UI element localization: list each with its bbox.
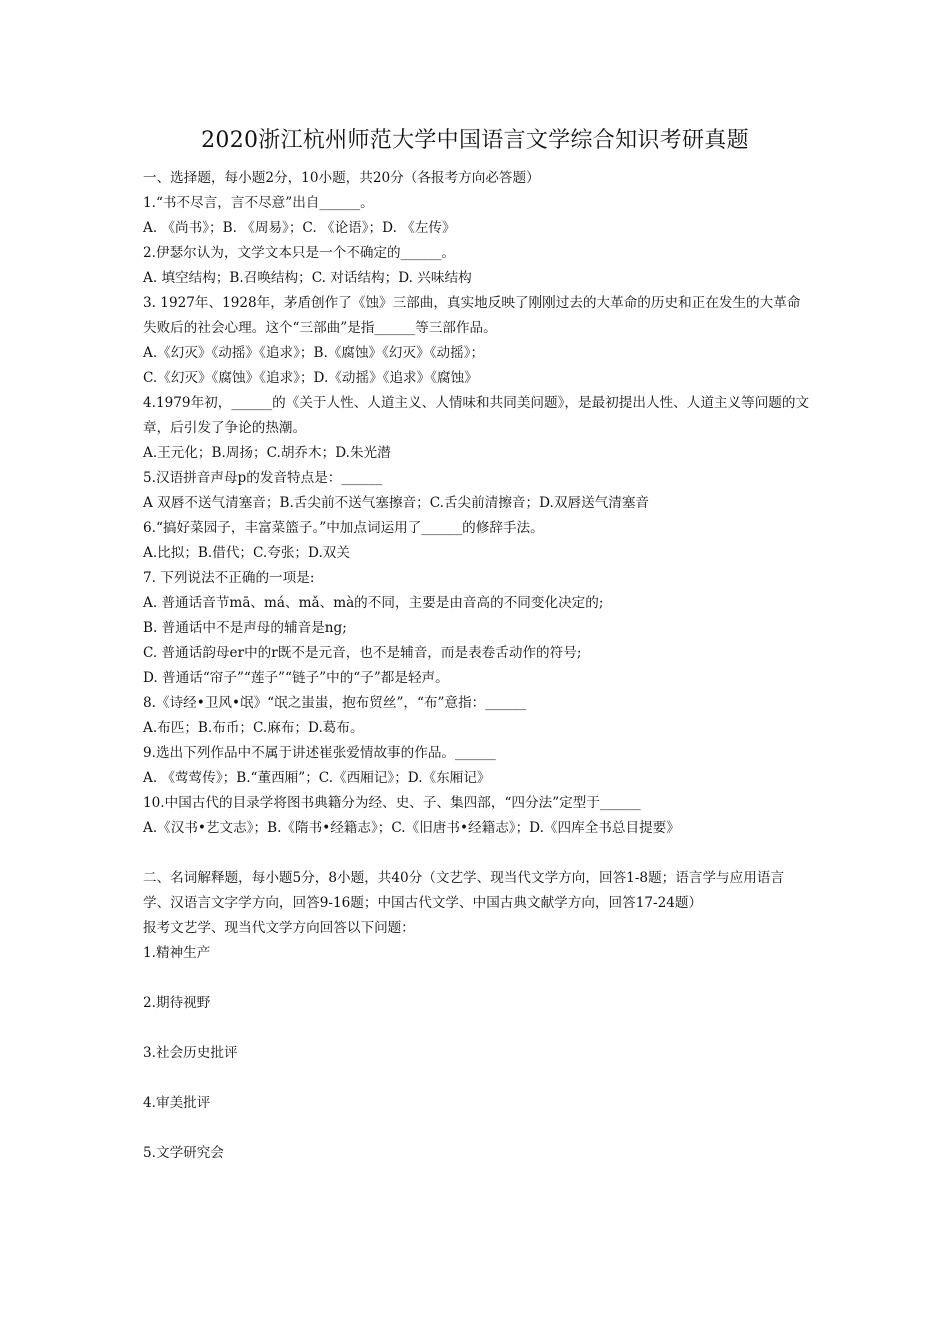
page-title: 2020浙江杭州师范大学中国语言文学综合知识考研真题 <box>201 128 749 153</box>
question-line: B. 普通话中不是声母的辅音是ng; <box>143 620 347 636</box>
section1-heading: 一、选择题，每小题2分，10小题，共20分（各报考方向必答题） <box>143 170 540 186</box>
question-line: A.《幻灭》《动摇》《追求》；B.《腐蚀》《幻灭》《动摇》； <box>143 345 485 361</box>
question-line: A. 《莺莺传》；B.“董西厢”；C.《西厢记》；D.《东厢记》 <box>143 770 491 786</box>
term-item: 5.文学研究会 <box>143 1145 224 1161</box>
question-line: C.《幻灭》《腐蚀》《追求》；D.《动摇》《追求》《腐蚀》 <box>143 370 478 386</box>
term-item: 1.精神生产 <box>143 945 211 961</box>
section2-subheading: 报考文艺学、现当代文学方向回答以下问题： <box>143 920 415 936</box>
question-line: A.比拟；B.借代；C.夸张；D.双关 <box>143 545 350 561</box>
question-line: A. 填空结构；B.召唤结构；C. 对话结构；D. 兴味结构 <box>143 270 472 286</box>
term-item: 2.期待视野 <box>143 995 211 1011</box>
question-line: 9.选出下列作品中不属于讲述崔张爱情故事的作品。______ <box>143 745 496 761</box>
answer-space <box>143 1116 811 1141</box>
question-line: 8.《诗经•卫风•氓》“氓之蚩蚩，抱布贸丝”，“布”意指：______ <box>143 695 527 711</box>
question-line: 2.伊瑟尔认为，文学文本只是一个不确定的______。 <box>143 245 456 261</box>
question-line: A.王元化；B.周扬；C.胡乔木；D.朱光潜 <box>143 445 391 461</box>
question-line: 3. 1927年、1928年，茅盾创作了《蚀》三部曲，真实地反映了刚刚过去的大革命的历史和正在发生的大革命失败后的社会心理。这个“三部曲”是指______等三部作品。 <box>143 295 801 336</box>
question-line: C. 普通话韵母er中的r既不是元音，也不是辅音，而是表卷舌动作的符号; <box>143 645 582 661</box>
question-line: 10.中国古代的目录学将图书典籍分为经、史、子、集四部，“四分法”定型于______ <box>143 795 641 811</box>
answer-space <box>143 1066 811 1091</box>
question-line: D. 普通话“帘子”“莲子”“链子”中的“子”都是轻声。 <box>143 670 449 686</box>
answer-space <box>143 966 811 991</box>
term-item: 3.社会历史批评 <box>143 1045 238 1061</box>
term-item: 4.审美批评 <box>143 1095 211 1111</box>
document-body <box>143 166 811 1166</box>
question-line: 1.“书不尽言，言不尽意”出自______。 <box>143 195 374 211</box>
question-line: 4.1979年初，______的《关于人性、人道主义、人情味和共同美问题》，是最初提出人性、人道主义等问题的文章，后引发了争论的热潮。 <box>143 395 810 436</box>
question-line: A. 普通话音节mā、má、mǎ、mà的不同，主要是由音高的不同变化决定的; <box>143 595 604 611</box>
section-gap <box>143 841 811 866</box>
question-line: A.《汉书•艺文志》；B.《隋书•经籍志》；C.《旧唐书•经籍志》；D.《四库全书总目提要》 <box>143 820 680 836</box>
question-line: A 双唇不送气清塞音；B.舌尖前不送气塞擦音；C.舌尖前清擦音；D.双唇送气清塞音 <box>143 495 650 511</box>
section2-heading: 二、名词解释题，每小题5分，8小题，共40分（文艺学、现当代文学方向，回答1-8题；语言学与应用语言学、汉语言文字学方向，回答9-16题；中国古代文学、中国古典文献学方向，回答17-24题） <box>143 870 785 911</box>
question-line: 5.汉语拼音声母p的发音特点是：______ <box>143 470 383 486</box>
question-line: A. 《尚书》；B. 《周易》；C. 《论语》；D. 《左传》 <box>143 220 456 236</box>
question-line: A.布匹；B.布币；C.麻布；D.葛布。 <box>143 720 364 736</box>
question-line: 6.“搞好菜园子，丰富菜篮子。”中加点词运用了______的修辞手法。 <box>143 520 544 536</box>
question-line: 7. 下列说法不正确的一项是: <box>143 570 315 586</box>
answer-space <box>143 1016 811 1041</box>
